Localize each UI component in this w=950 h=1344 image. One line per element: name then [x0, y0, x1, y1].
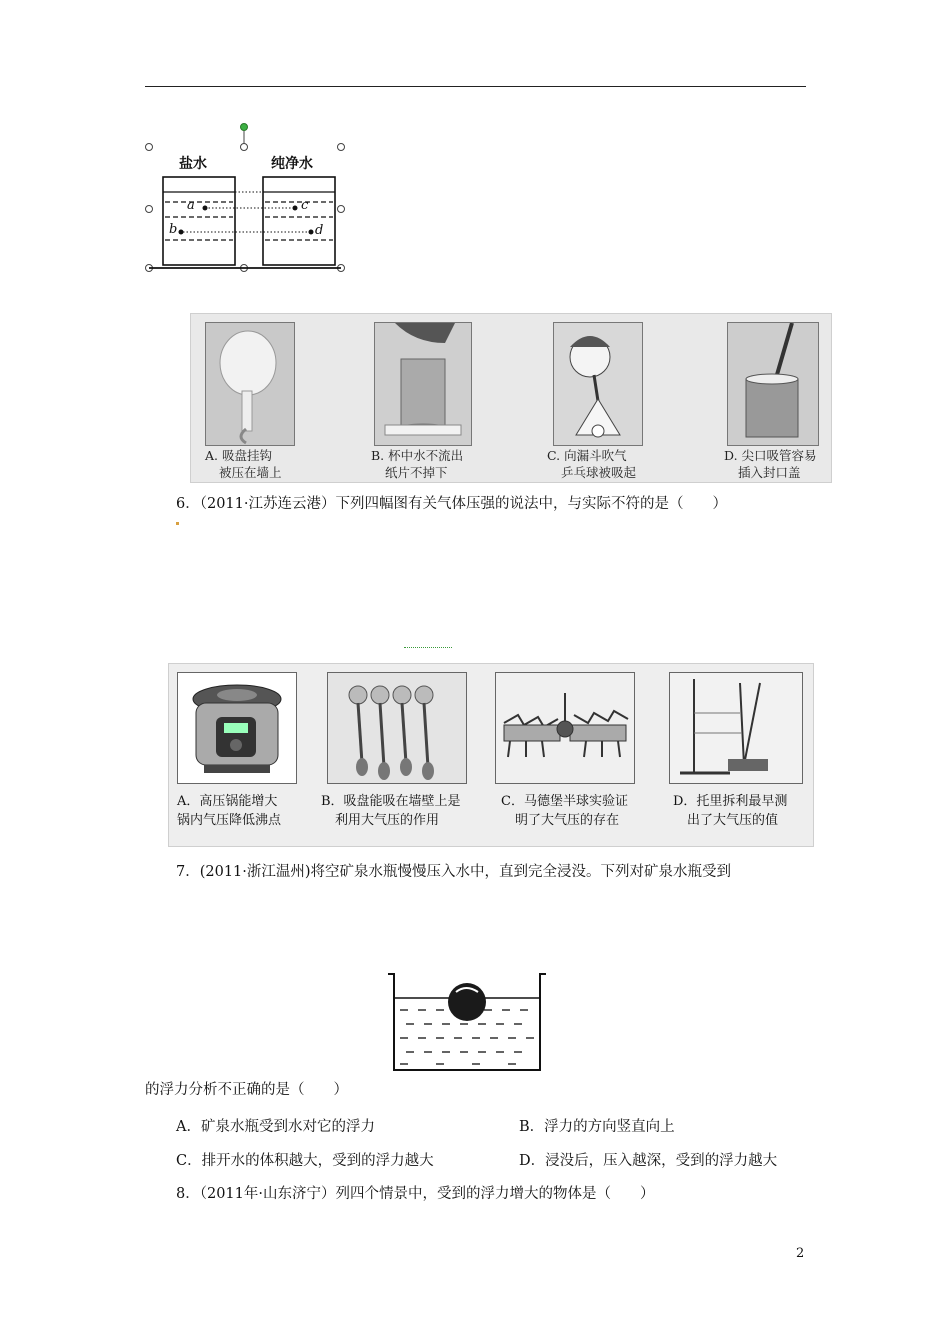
photo-d-straw-lid [727, 322, 819, 446]
label-point-a: a [187, 198, 195, 213]
caption-q6b-d: D．托里拆利最早测 出了大气压的值 [673, 794, 788, 828]
caption-q6-c: C. 向漏斗吹气 乒乓球被吸起 [547, 448, 637, 480]
q7-option-c: C．排开水的体积越大，受到的浮力越大 [176, 1153, 434, 1169]
image-suction-cups [327, 672, 467, 784]
question-6: 6．（2011·江苏连云港）下列四幅图有关气体压强的说法中，与实际不符的是（ ） [176, 496, 727, 512]
figure-salt-water[interactable] [143, 122, 351, 272]
question-7-line1: 7．(2011·浙江温州)将空矿泉水瓶慢慢压入水中，直到完全浸没。下列对矿泉水瓶受到 [176, 864, 732, 880]
label-point-c: c [301, 198, 309, 213]
caption-q6b-b: B．吸盘能吸在墙壁上是 利用大气压的作用 [321, 794, 461, 828]
q7-option-a: A．矿泉水瓶受到水对它的浮力 [176, 1119, 375, 1135]
caption-q6-d: D. 尖口吸管容易 插入封口盖 [724, 448, 817, 480]
q7-option-b: B．浮力的方向竖直向上 [519, 1119, 675, 1135]
label-salt-water: 盐水 [179, 156, 207, 172]
rotate-handle-icon [241, 124, 248, 131]
photo-b-cup-paper [374, 322, 472, 446]
caption-q6-a: A. 吸盘挂钩 被压在墙上 [205, 448, 282, 480]
question-8: 8．（2011年·山东济宁）列四个情景中，受到的浮力增大的物体是（ ） [176, 1186, 655, 1202]
cursor-mark [176, 522, 179, 525]
figure-q6b-photos [168, 663, 814, 847]
label-point-b: b [169, 222, 178, 237]
label-point-d: d [315, 223, 324, 238]
page-number: 2 [796, 1246, 805, 1261]
q7-option-d: D．浸没后，压入越深，受到的浮力越大 [519, 1153, 778, 1169]
image-torricelli-experiment [669, 672, 803, 784]
photo-c-funnel-ball [553, 322, 643, 446]
figure-salt-water-svg [143, 122, 351, 272]
caption-q6b-c: C．马德堡半球实验证 明了大气压的存在 [501, 794, 628, 828]
caption-q6b-a: A．高压锅能增大 锅内气压降低沸点 [177, 794, 282, 828]
caption-q6-b: B. 杯中水不流出 纸片不掉下 [371, 448, 464, 480]
figure-q6-photos [190, 313, 832, 483]
header-rule [145, 86, 806, 87]
dotted-mark [404, 647, 452, 648]
label-pure-water: 纯净水 [271, 156, 313, 172]
image-magdeburg-hemispheres [495, 672, 635, 784]
photo-a-suction-hook [205, 322, 295, 446]
image-pressure-cooker [177, 672, 297, 784]
question-7-line2: 的浮力分析不正确的是（ ） [145, 1082, 348, 1098]
figure-bottle-in-water [384, 970, 550, 1076]
